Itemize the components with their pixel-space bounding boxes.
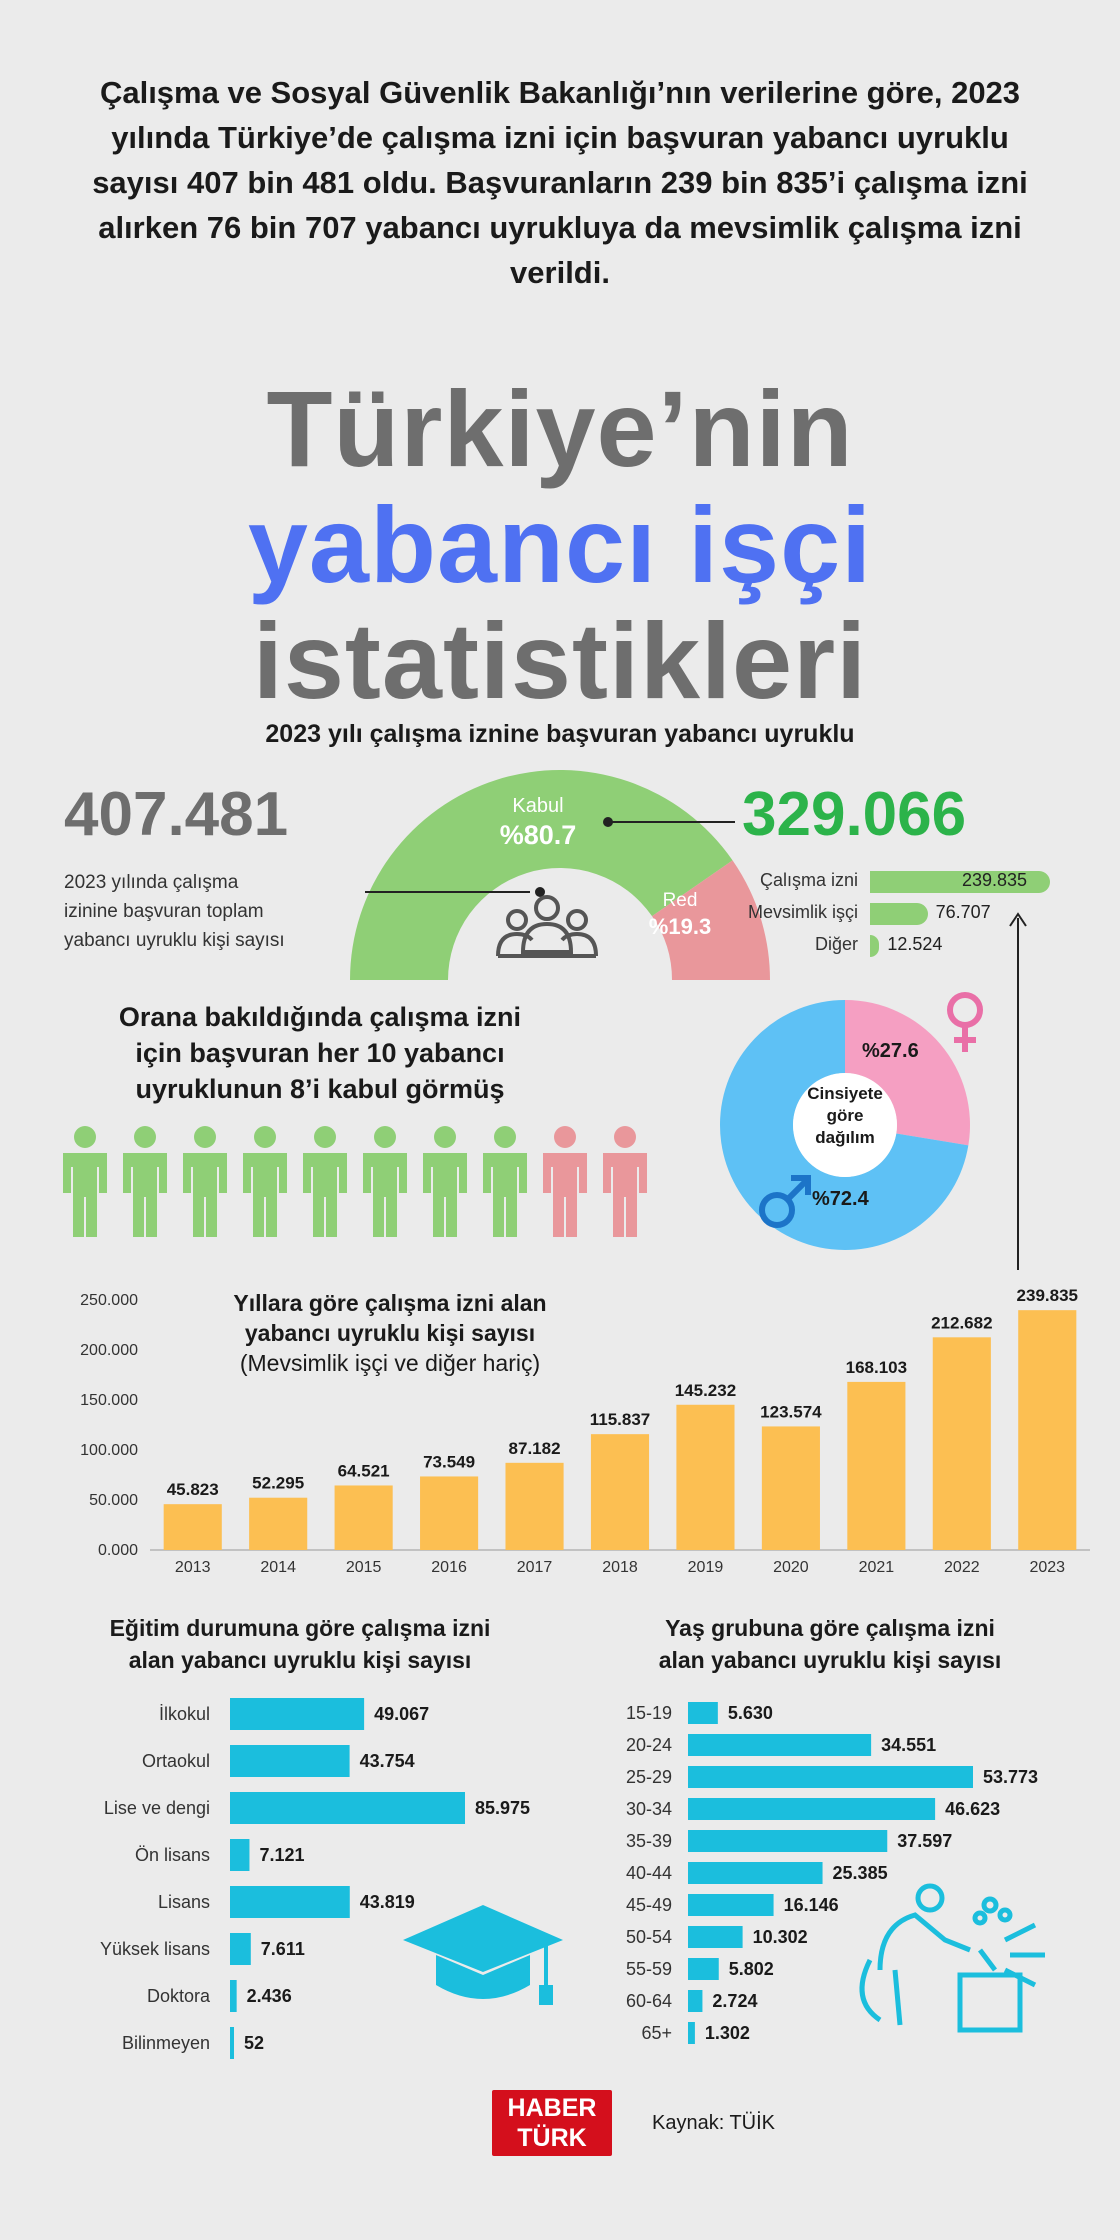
intro-text: Çalışma ve Sosyal Güvenlik Bakanlığı’nın verilerine göre, 2023 yılında Türkiye’de çalışma izni için başvuran yabancı uyruklu sayısı 407 bin 481 oldu. Başvuranların 239 bin 835’i çalışma izni alırken 76 bin 707 yabancı uyrukluya da mevsimlik çalışma izni verildi. (92, 75, 1028, 290)
year-bar-value: 45.823 (166, 1480, 219, 1500)
education-title-1: Eğitim durumuna göre çalışma izni (109, 1615, 491, 1641)
hbar-category-label: Lisans (157, 1892, 210, 1912)
male-pct: %72.4 (812, 1188, 869, 1210)
total-applicants-value: 407.481 (64, 780, 289, 849)
hbar-value-label: 10.302 (752, 1927, 808, 1947)
graduation-cap-icon (398, 1900, 568, 2010)
hbar (688, 1734, 871, 1756)
hbar (688, 1990, 702, 2012)
hbar-value-label: 53.773 (983, 1767, 1039, 1787)
hbar-category-label: Doktora (146, 1986, 210, 2006)
year-bar-value: 168.103 (845, 1357, 908, 1377)
person-icon (303, 1126, 347, 1237)
hbar (230, 1839, 249, 1871)
year-tick-label: 2022 (944, 1559, 980, 1576)
hbar-value-label: 52 (244, 2033, 265, 2053)
donut-center-label: Cinsiyete göre dağılım (807, 1084, 883, 1147)
ratio-text-2: için başvuran her 10 yabancı (135, 1038, 505, 1068)
hbar-category-label: 50-54 (625, 1927, 672, 1947)
year-tick-label: 2017 (516, 1559, 553, 1576)
y-tick-label: 100.000 (80, 1442, 138, 1459)
total-caption-2: izinine başvuran toplam (64, 901, 264, 922)
year-bar-value: 64.521 (337, 1461, 390, 1481)
year-bar (676, 1405, 734, 1550)
hbar-category-label: Lise ve dengi (103, 1798, 210, 1818)
year-bar-value: 145.232 (674, 1380, 737, 1400)
person-icon (63, 1126, 107, 1237)
person-icon (543, 1126, 587, 1237)
female-pct: %27.6 (862, 1040, 919, 1062)
hbar-value-label: 7.121 (259, 1845, 305, 1865)
year-tick-label: 2013 (174, 1559, 211, 1576)
hbar-value-label: 85.975 (475, 1798, 531, 1818)
year-bar-value: 73.549 (423, 1452, 476, 1472)
hbar (688, 1958, 719, 1980)
year-bar (933, 1337, 991, 1550)
gauge-accept-pct: %80.7 (499, 820, 577, 850)
year-bar (762, 1426, 820, 1550)
hbar-category-label: 15-19 (625, 1703, 672, 1723)
gauge-reject-label: Red (662, 890, 698, 911)
year-tick-label: 2014 (260, 1559, 296, 1576)
people-group-icon (498, 897, 596, 956)
hbar (230, 1745, 350, 1777)
haberturk-logo: HABER TÜRK (492, 2090, 612, 2156)
year-bar-value: 212.682 (931, 1313, 993, 1333)
source-note: Kaynak: TÜİK (652, 2112, 776, 2134)
hbar (688, 1894, 774, 1916)
hbar-category-label: 20-24 (625, 1735, 672, 1755)
hbar-value-label: 2.436 (246, 1986, 292, 2006)
y-tick-label: 50.000 (89, 1492, 138, 1509)
year-bar-value: 87.182 (508, 1438, 561, 1458)
hbar (688, 2022, 695, 2044)
hbar-value-label: 49.067 (374, 1704, 430, 1724)
year-bar (1018, 1310, 1076, 1550)
year-bar-value: 52.295 (252, 1473, 305, 1493)
hbar (688, 1926, 743, 1948)
male-symbol-icon (755, 1172, 815, 1232)
hbar-category-label: Ön lisans (134, 1845, 210, 1865)
hbar-category-label: Yüksek lisans (99, 1939, 210, 1959)
accepted-item-label: Mevsimlik işçi (748, 902, 858, 922)
hbar (230, 1698, 364, 1730)
year-bar (164, 1504, 222, 1550)
hbar-value-label: 34.551 (881, 1735, 937, 1755)
ratio-text-3: uyruklunun 8’i kabul görmüş (135, 1074, 505, 1104)
hbar-category-label: 60-64 (625, 1991, 672, 2011)
year-bar-value: 115.837 (589, 1410, 651, 1430)
year-bar (335, 1485, 393, 1550)
hbar (230, 1933, 251, 1965)
year-tick-label: 2016 (431, 1559, 467, 1576)
title-line-2: yabancı işçi (247, 484, 873, 605)
accepted-value: 329.066 (742, 780, 967, 849)
education-title-2: alan yabancı uyruklu kişi sayısı (128, 1647, 472, 1673)
hbar-value-label: 46.623 (945, 1799, 1001, 1819)
hbar-value-label: 16.146 (783, 1895, 839, 1915)
title-line-1: Türkiye’nin (266, 368, 854, 489)
total-caption-3: yabancı uyruklu kişi sayısı (64, 930, 285, 951)
hbar-category-label: 45-49 (625, 1895, 672, 1915)
hbar-category-label: Bilinmeyen (121, 2033, 210, 2053)
hbar-category-label: 25-29 (625, 1767, 672, 1787)
hbar-category-label: 55-59 (625, 1959, 672, 1979)
year-tick-label: 2021 (858, 1559, 895, 1576)
person-icon (363, 1126, 407, 1237)
hbar-value-label: 1.302 (704, 2023, 750, 2043)
hbar-category-label: 40-44 (625, 1863, 672, 1883)
hbar (230, 2027, 234, 2059)
hbar-value-label: 7.611 (260, 1939, 305, 1959)
year-bar-value: 123.574 (760, 1402, 822, 1422)
accepted-item-value: 12.524 (887, 934, 943, 954)
hbar (688, 1862, 823, 1884)
section-subhead: 2023 yılı çalışma iznine başvuran yabancı uyruklu (265, 720, 855, 748)
hbar-value-label: 2.724 (712, 1991, 758, 2011)
people-ratio-row (60, 1125, 680, 1240)
year-tick-label: 2019 (687, 1559, 724, 1576)
accepted-item-value: 76.707 (935, 902, 991, 922)
hbar-category-label: 35-39 (625, 1831, 672, 1851)
y-tick-label: 200.000 (80, 1342, 138, 1359)
hbar-category-label: İlkokul (158, 1704, 210, 1724)
hbar-value-label: 25.385 (832, 1863, 888, 1883)
welder-icon (840, 1880, 1060, 2040)
hbar (688, 1830, 887, 1852)
yearly-chart-title: Yıllara göre çalışma izni alan yabancı uyruklu kişi sayısı (Mevsimlik işçi ve diğer hariç) (233, 1290, 547, 1376)
title-line-3: istatistikleri (252, 600, 868, 721)
year-bar (847, 1382, 905, 1550)
person-icon (423, 1126, 467, 1237)
total-caption-1: 2023 yılında çalışma (64, 872, 239, 893)
hbar (230, 1886, 350, 1918)
person-icon (483, 1126, 527, 1237)
connector-arrow (1000, 908, 1040, 1278)
hbar-category-label: 30-34 (625, 1799, 672, 1819)
year-tick-label: 2018 (602, 1559, 638, 1576)
person-icon (603, 1126, 647, 1237)
education-bar-chart (30, 1690, 570, 2070)
person-icon (243, 1126, 287, 1237)
hbar-value-label: 37.597 (897, 1831, 953, 1851)
year-bar (249, 1498, 307, 1550)
hbar (688, 1766, 973, 1788)
hbar-value-label: 43.754 (359, 1751, 415, 1771)
accepted-item-bar (870, 935, 879, 957)
ratio-text-1: Orana bakıldığında çalışma izni (118, 1002, 522, 1032)
year-bar (505, 1463, 563, 1550)
hbar-value-label: 43.819 (359, 1892, 415, 1912)
year-tick-label: 2023 (1029, 1559, 1066, 1576)
person-icon (183, 1126, 227, 1237)
accepted-item-label: Çalışma izni (759, 870, 858, 890)
year-bar-value: 239.835 (1016, 1286, 1078, 1306)
accepted-item-bar (870, 903, 928, 925)
hbar-value-label: 5.802 (728, 1959, 774, 1979)
person-icon (123, 1126, 167, 1237)
year-tick-label: 2015 (345, 1559, 382, 1576)
year-bar (420, 1476, 478, 1550)
hbar-value-label: 5.630 (727, 1703, 773, 1723)
hbar-category-label: Ortaokul (141, 1751, 210, 1771)
year-bar (591, 1434, 649, 1550)
gauge-reject-pct: %19.3 (648, 914, 712, 939)
y-tick-label: 150.000 (80, 1392, 138, 1409)
hbar (230, 1980, 237, 2012)
accepted-item-label: Diğer (814, 934, 858, 954)
gauge-accept-label: Kabul (512, 795, 564, 817)
hbar-category-label: 65+ (641, 2023, 672, 2043)
age-title-2: alan yabancı uyruklu kişi sayısı (658, 1647, 1002, 1673)
year-tick-label: 2020 (773, 1559, 809, 1576)
accepted-item-value: 239.835 (962, 870, 1028, 890)
age-title-1: Yaş grubuna göre çalışma izni (665, 1615, 995, 1641)
hbar (688, 1702, 718, 1724)
female-symbol-icon (940, 990, 990, 1056)
y-tick-label: 250.000 (80, 1292, 138, 1309)
hbar (688, 1798, 935, 1820)
hbar (230, 1792, 465, 1824)
y-tick-label: 0.000 (97, 1542, 138, 1559)
